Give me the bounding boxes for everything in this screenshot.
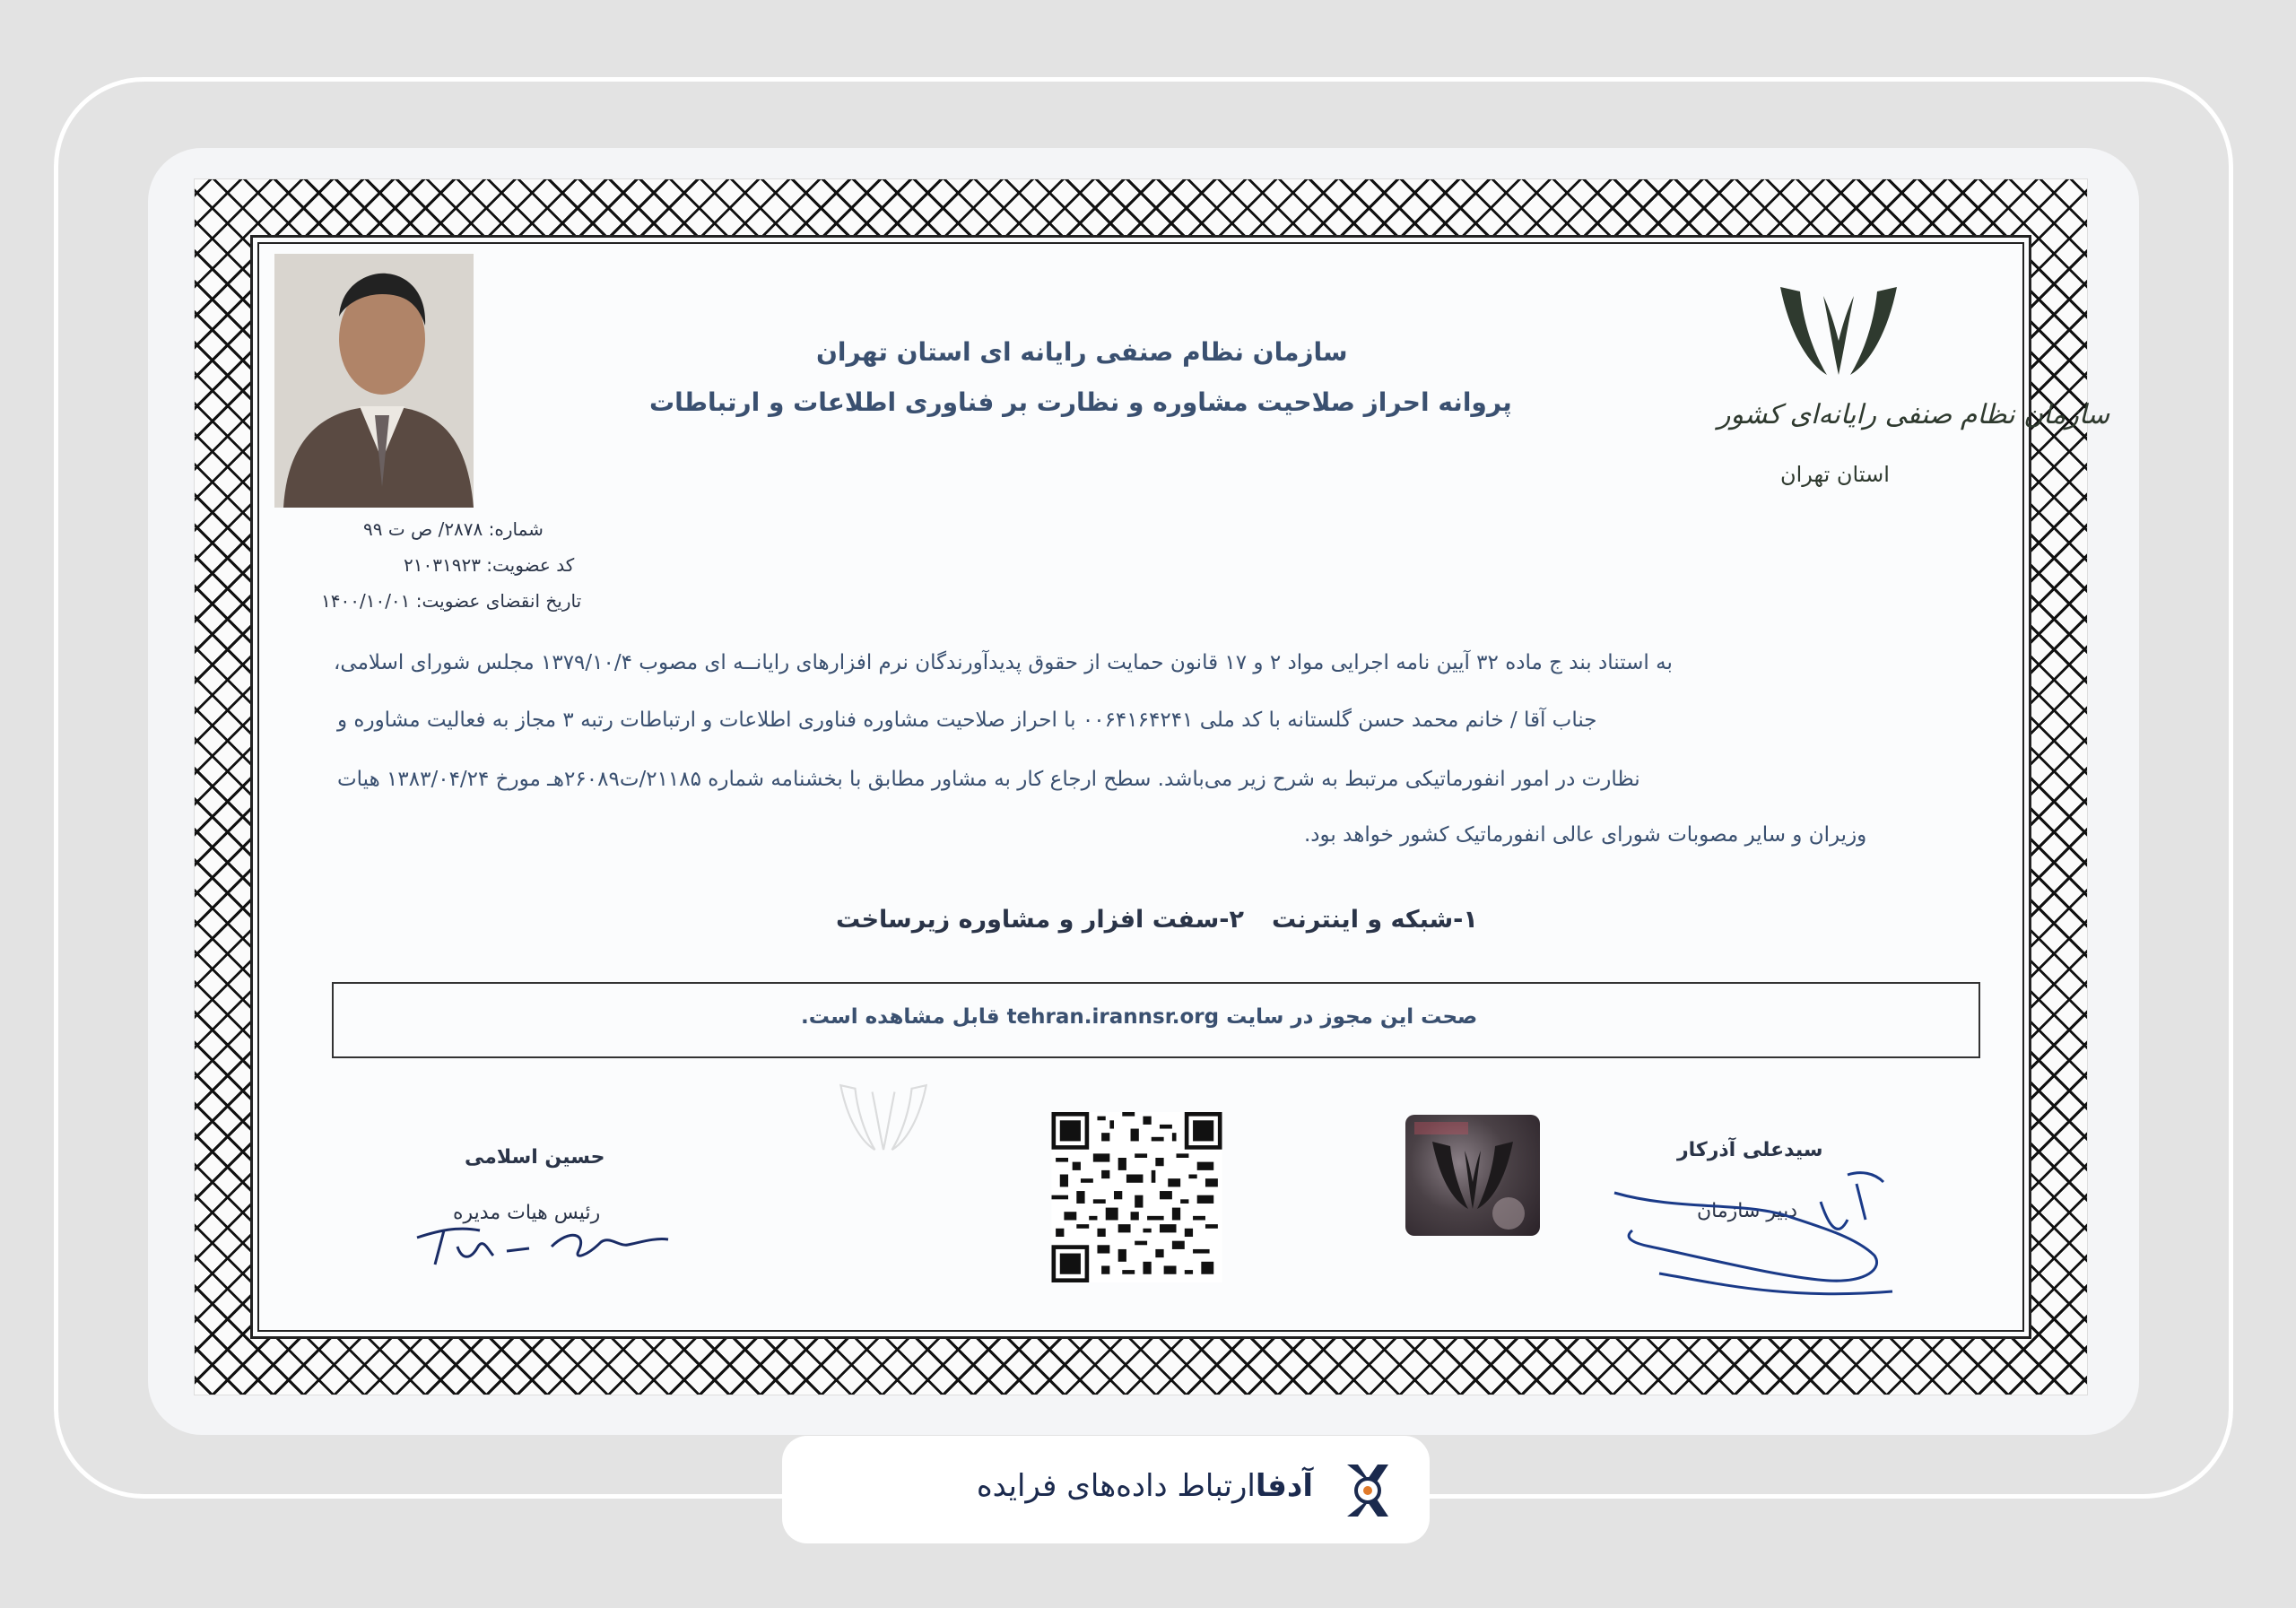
adfa-logo-icon [1340, 1461, 1396, 1520]
org-logo-text: سازمان نظام صنفی رایانه‌ای کشور [1718, 399, 2110, 430]
footer-brand-pill [782, 1436, 1430, 1543]
qr-code [1045, 1112, 1229, 1282]
org-logo-icon [1771, 278, 1906, 381]
footer-tagline: ارتباط داده‌های فرایده [976, 1468, 1256, 1504]
body-line-4: وزیران و سایر مصوبات شورای عالی انفورماتیک کشور خواهد بود. [1304, 823, 1867, 847]
hologram-seal [1405, 1115, 1540, 1236]
footer-brand-name: آدفا [1255, 1468, 1313, 1504]
footer-brand-text [977, 1468, 1313, 1504]
member-number: شماره: ۲۸۷۸/ ص ت ۹۹ [363, 518, 544, 540]
watermark-logo-icon [834, 1072, 933, 1161]
left-signer-name: حسین اسلامی [465, 1146, 605, 1169]
verification-text: صحت این مجوز در سایت tehran.irannsr.org قابل مشاهده است. [801, 1005, 1478, 1029]
province-label: استان تهران [1780, 462, 1890, 487]
body-line-2: جناب آقا / خانم محمد حسن گلستانه با کد ملی ۰۰۶۴۱۶۴۲۴۱ با احراز صلاحیت مشاوره فناوری اطلاعات و ارتباطات رتبه ۳ مجاز به فعالیت مشاوره و [337, 708, 1597, 732]
body-line-1: به استناد بند ج ماده ۳۲ آیین نامه اجرایی مواد ۲ و ۱۷ قانون حمایت از حقوق پدیدآورندگان نرم افزارهای رایانــه ای مصوب ۱۳۷۹/۱۰/۴ مجلس شورای اسلامی، [334, 651, 1673, 674]
right-signer-name: سیدعلی آذرکار [1677, 1139, 1823, 1161]
certificate-subheading: پروانه احراز صلاحیت مشاوره و نظارت بر فناوری اطلاعات و ارتباطات [649, 387, 1512, 417]
left-signer-title: رئیس هیات مدیره [453, 1202, 601, 1224]
membership-code: کد عضویت: ۲۱۰۳۱۹۲۳ [404, 554, 575, 576]
right-signer-title: دبیر سازمان [1697, 1200, 1798, 1222]
activity-item-1: ۱-شبکه و اینترنت [1272, 906, 1478, 934]
certificate-heading: سازمان نظام صنفی رایانه ای استان تهران [816, 337, 1348, 367]
right-signature-icon [1605, 1166, 1928, 1318]
left-signature-icon [408, 1211, 695, 1273]
member-photo [274, 254, 474, 508]
membership-expiry: تاریخ انقضای عضویت: ۱۴۰۰/۱۰/۰۱ [321, 590, 582, 612]
body-line-3: نظارت در امور انفورماتیکی مرتبط به شرح زیر می‌باشد. سطح ارجاع کار به مشاور مطابق با بخشنامه شماره ۲۱۱۸۵/ت۲۶۰۸۹هـ مورخ ۱۳۸۳/۰۴/۲۴ هیات [337, 768, 1640, 791]
activity-item-2: ۲-سفت افزار و مشاوره زیرساخت [836, 906, 1244, 934]
